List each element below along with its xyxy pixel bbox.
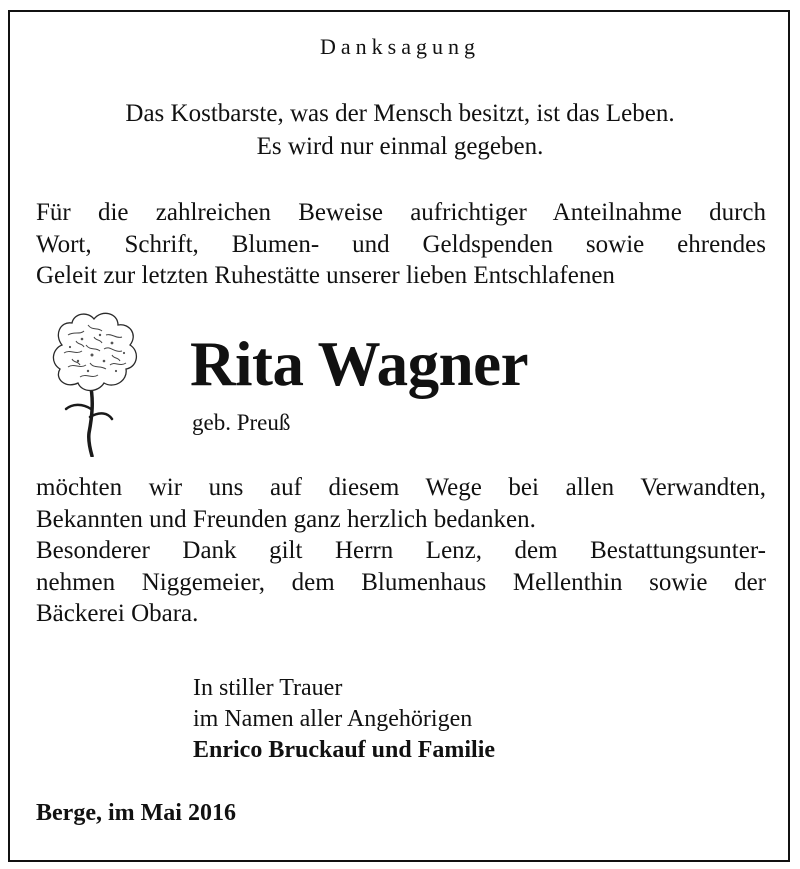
notice-heading: Danksagung: [320, 34, 480, 59]
intro-line-1: Für die zahlreichen Beweise aufrichtiger Anteilnahme durch: [36, 199, 766, 226]
signoff-family: Enrico Bruckauf und Familie: [193, 737, 496, 763]
body-line-1: möchten wir uns auf diesem Wege bei allen Verwandten,: [36, 474, 766, 501]
signoff-line-1: In stiller Trauer: [193, 675, 343, 701]
body-line-2: Bekannten und Freunden ganz herzlich bedanken.: [36, 505, 536, 533]
motto-line-1: Das Kostbarste, was der Mensch besitzt, ist das Leben.: [125, 100, 675, 127]
place-date: Berge, im Mai 2016: [36, 800, 236, 826]
deceased-name: Rita Wagner: [190, 329, 529, 399]
intro-paragraph: [36, 197, 766, 292]
signoff-line-2: im Namen aller Angehörigen: [193, 706, 473, 732]
body-line-4: nehmen Niggemeier, dem Blumenhaus Mellenthin sowie der: [36, 568, 766, 596]
motto-line-2: Es wird nur einmal gegeben.: [256, 133, 544, 160]
intro-line-2: Wort, Schrift, Blumen- und Geldspenden sowie ehrendes: [36, 230, 766, 258]
maiden-name: geb. Preuß: [192, 410, 291, 435]
carnation-flower-icon: [42, 305, 154, 457]
body-line-5: Bäckerei Obara.: [36, 600, 199, 627]
body-paragraph: [36, 472, 766, 630]
intro-line-3: Geleit zur letzten Ruhestätte unserer lieben Entschlafenen: [36, 262, 615, 289]
body-line-3: Besonderer Dank gilt Herrn Lenz, dem Bestattungsunter-: [36, 537, 766, 564]
